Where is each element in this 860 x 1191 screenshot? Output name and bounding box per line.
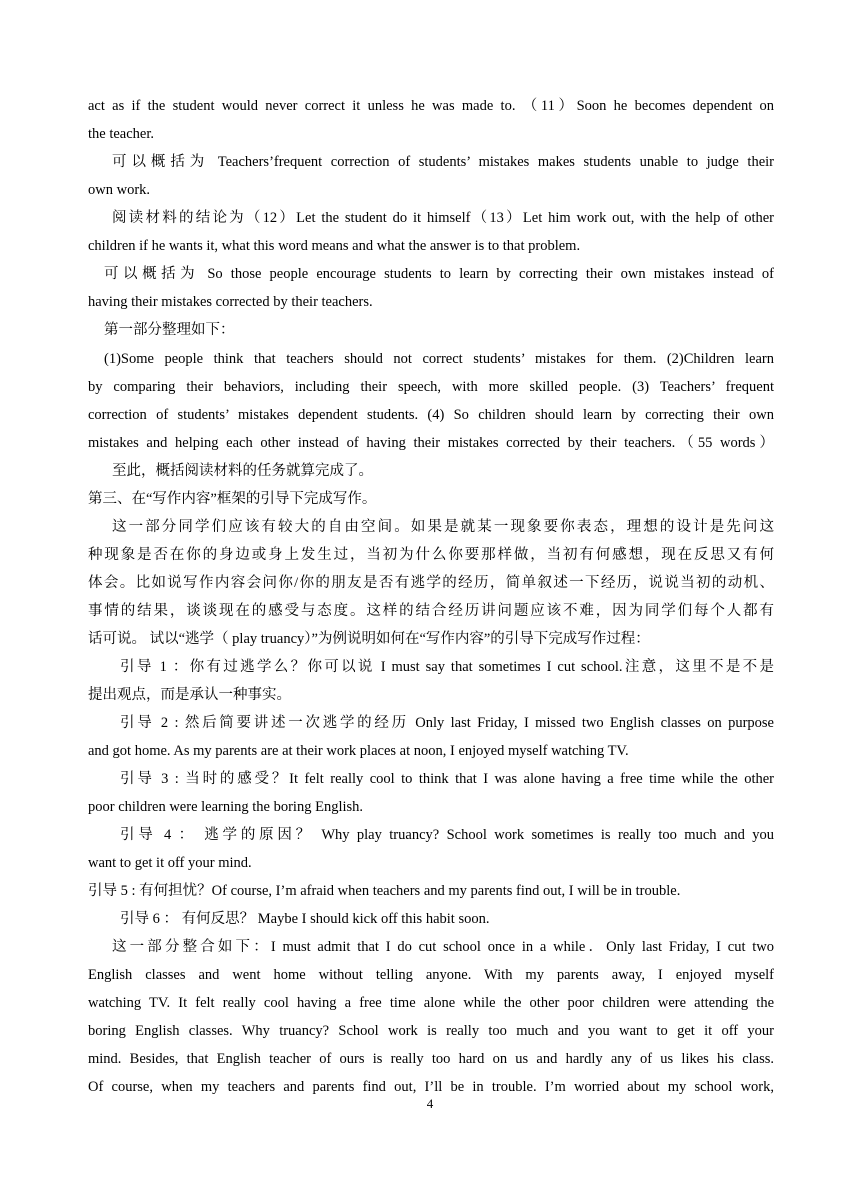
text-line: 引导 2 : 然后简要讲述一次逃学的经历 Only last Friday, I missed two English classes on purpose (120, 715, 774, 731)
text-line: 可以概括为 Teachers’frequent correction of students’ mistakes makes students unable to judge their (112, 154, 774, 170)
text-line: 引导 6 ： 有何反思？ Maybe I should kick off this habit soon. (120, 911, 490, 927)
text-line: 阅读材料的结论为（12）Let the student do it himself（13）Let him work out, with the help of other (112, 210, 774, 226)
text-line: watching TV. It felt really cool having a free time alone while the other poor children were attending the (88, 995, 774, 1011)
text-line: 提出观点，而是承认一种事实。 (88, 687, 291, 703)
text-line: correction of students’ mistakes dependent students. (4) So children should learn by correcting their own (88, 407, 774, 423)
text-line: mistakes and helping each other instead of having their mistakes corrected by their teachers.（55 words） (88, 435, 774, 451)
text-line: 引导 3 : 当时的感受？It felt really cool to think that I was alone having a free time while the other (120, 771, 774, 787)
text-line: mind. Besides, that English teacher of ours is really too hard on us and hardly any of us likes his class. (88, 1051, 774, 1067)
text-line: 引导 4 ： 逃学的原因？ Why play truancy? School work sometimes is really too much and you (120, 827, 774, 843)
text-line: 话可说。 试以“逃学（ play truancy）”为例说明如何在“写作内容”的引导下完成写作过程： (88, 631, 650, 647)
section-heading: 第三、在“写作内容”框架的引导下完成写作。 (88, 491, 377, 507)
text-line: 事情的结果，谈谈现在的感受与态度。这样的结合经历讲问题应该不难，因为同学们每个人都有 (88, 603, 774, 619)
text-line: 种现象是否在你的身边或身上发生过，当初为什么你要那样做，当初有何感想，现在反思又有何 (88, 547, 774, 563)
text-line: 可以概括为 So those people encourage students to learn by correcting their own mistakes instead of (104, 266, 774, 282)
text-line: by comparing their behaviors, including their speech, with more skilled people. (3) Teachers’ frequent (88, 379, 774, 395)
text-line: (1)Some people think that teachers should not correct students’ mistakes for them. (2)Children learn (104, 351, 774, 367)
text-line: English classes and went home without telling anyone. With my parents away, I enjoyed myself (88, 967, 774, 983)
page-number: 4 (426, 1096, 434, 1111)
text-line: 引导 5 : 有何担忧？Of course, I’m afraid when teachers and my parents find out, I will be in trouble. (88, 883, 681, 899)
text-line: 至此，概括阅读材料的任务就算完成了。 (112, 463, 373, 479)
text-line: 体会。比如说写作内容会问你/你的朋友是否有逃学的经历，简单叙述一下经历，说说当初的动机、 (88, 575, 774, 591)
text-line: Of course, when my teachers and parents find out, I’ll be in trouble. I’m worried about my school work, (88, 1079, 774, 1095)
text-line: having their mistakes corrected by their teachers. (88, 294, 373, 310)
section-heading: 第一部分整理如下： (104, 322, 235, 338)
text-line: want to get it off your mind. (88, 855, 252, 871)
text-line: own work. (88, 182, 151, 198)
text-line: poor children were learning the boring English. (88, 799, 364, 815)
text-line: 这一部分整合如下：I must admit that I do cut school once in a while．Only last Friday, I cut two (112, 939, 774, 955)
text-line: boring English classes. Why truancy? School work is really too much and you want to get it off your (88, 1023, 774, 1039)
text-line: act as if the student would never correct it unless he was made to. （11）Soon he becomes dependent on (88, 98, 774, 114)
text-line: children if he wants it, what this word means and what the answer is to that problem. (88, 238, 581, 254)
text-line: and got home. As my parents are at their work places at noon, I enjoyed myself watching TV. (88, 743, 629, 759)
text-line: the teacher. (88, 126, 155, 142)
text-line: 引导 1 ：你有过逃学么？你可以说 I must say that sometimes I cut school.注意，这里不是不是 (120, 659, 774, 675)
text-line: 这一部分同学们应该有较大的自由空间。如果是就某一现象要你表态，理想的设计是先问这 (112, 519, 774, 535)
